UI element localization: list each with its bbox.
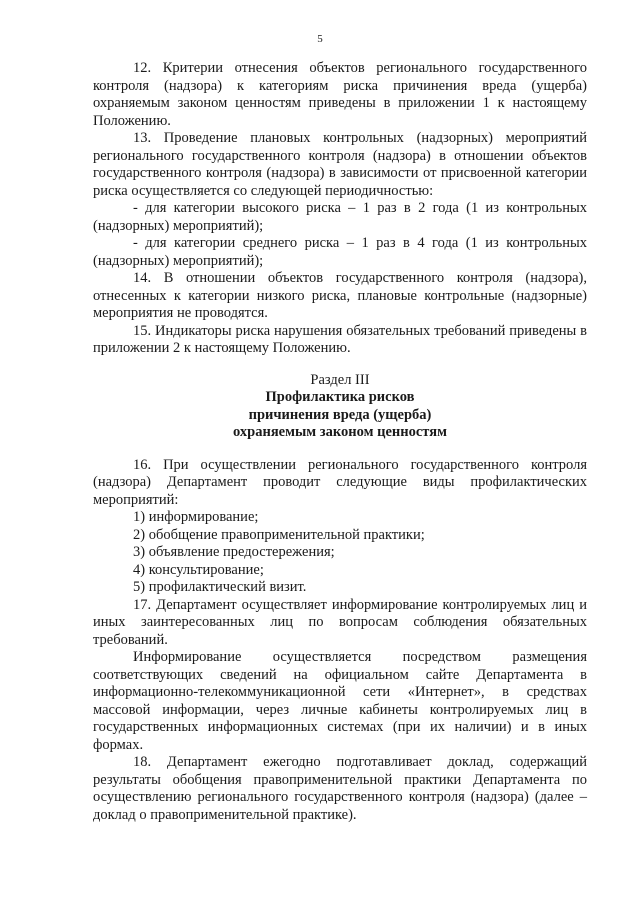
- section-title-line: охраняемым законом ценностям: [233, 424, 447, 440]
- section-title-line: причинения вреда (ущерба): [248, 406, 432, 423]
- list-item: 2) обобщение правоприменительной практики;: [133, 526, 425, 543]
- list-item: 3) объявление предостережения;: [133, 544, 335, 560]
- paragraph-12: 12. Критерии отнесения объектов регионального государственного контроля (надзора) к категориям риска причинения вреда (ущерба) охраняемым законом ценностям приведены в приложении 1 к настоящему Положению.: [93, 60, 587, 129]
- section-title-line: Профилактика рисков: [265, 389, 415, 405]
- page-number: 5: [317, 33, 323, 45]
- list-item: 1) информирование;: [133, 509, 259, 525]
- paragraph-16: 16. При осуществлении регионального государственного контроля (надзора) Департамент проводит следующие виды профилактических мероприятий:: [93, 456, 587, 508]
- list-item: 4) консультирование;: [133, 561, 264, 578]
- paragraph-13: 13. Проведение плановых контрольных (надзорных) мероприятий регионального государственного контроля (надзора) в отношении объектов государственного контроля (надзора) в зависимости от присвоенной категории риска осуществляется со следующей периодичностью:: [93, 130, 587, 199]
- paragraph-15: 15. Индикаторы риска нарушения обязательных требований приведены в приложении 2 к настоящему Положению.: [93, 322, 587, 356]
- section-label: Раздел III: [310, 371, 370, 388]
- paragraph-17: 17. Департамент осуществляет информирование контролируемых лиц и иных заинтересованных лиц по вопросам соблюдения обязательных требований.: [93, 596, 587, 648]
- paragraph-18: 18. Департамент ежегодно подготавливает доклад, содержащий результаты обобщения правоприменительной практики Департамента по осуществлению регионального государственного контроля (надзора) (далее – доклад о правоприменительной практике).: [93, 754, 587, 823]
- risk-medium-item: - для категории среднего риска – 1 раз в 4 года (1 из контрольных (надзорных) мероприятий);: [93, 235, 587, 269]
- list-item: 5) профилактический визит.: [133, 579, 307, 595]
- paragraph-informing: Информирование осуществляется посредством размещения соответствующих сведений на официальном сайте Департамента в информационно-телекоммуникационной сети «Интернет», в средствах массовой информации, через личные кабинеты контролируемых лиц в государственных информационных системах (при их наличии) и в иных формах.: [93, 649, 587, 753]
- paragraph-14: 14. В отношении объектов государственного контроля (надзора), отнесенных к категории низкого риска, плановые контрольные (надзорные) мероприятия не проводятся.: [93, 270, 587, 321]
- risk-high-item: - для категории высокого риска – 1 раз в 2 года (1 из контрольных (надзорных) мероприятий);: [93, 200, 587, 234]
- document-body: [93, 60, 587, 824]
